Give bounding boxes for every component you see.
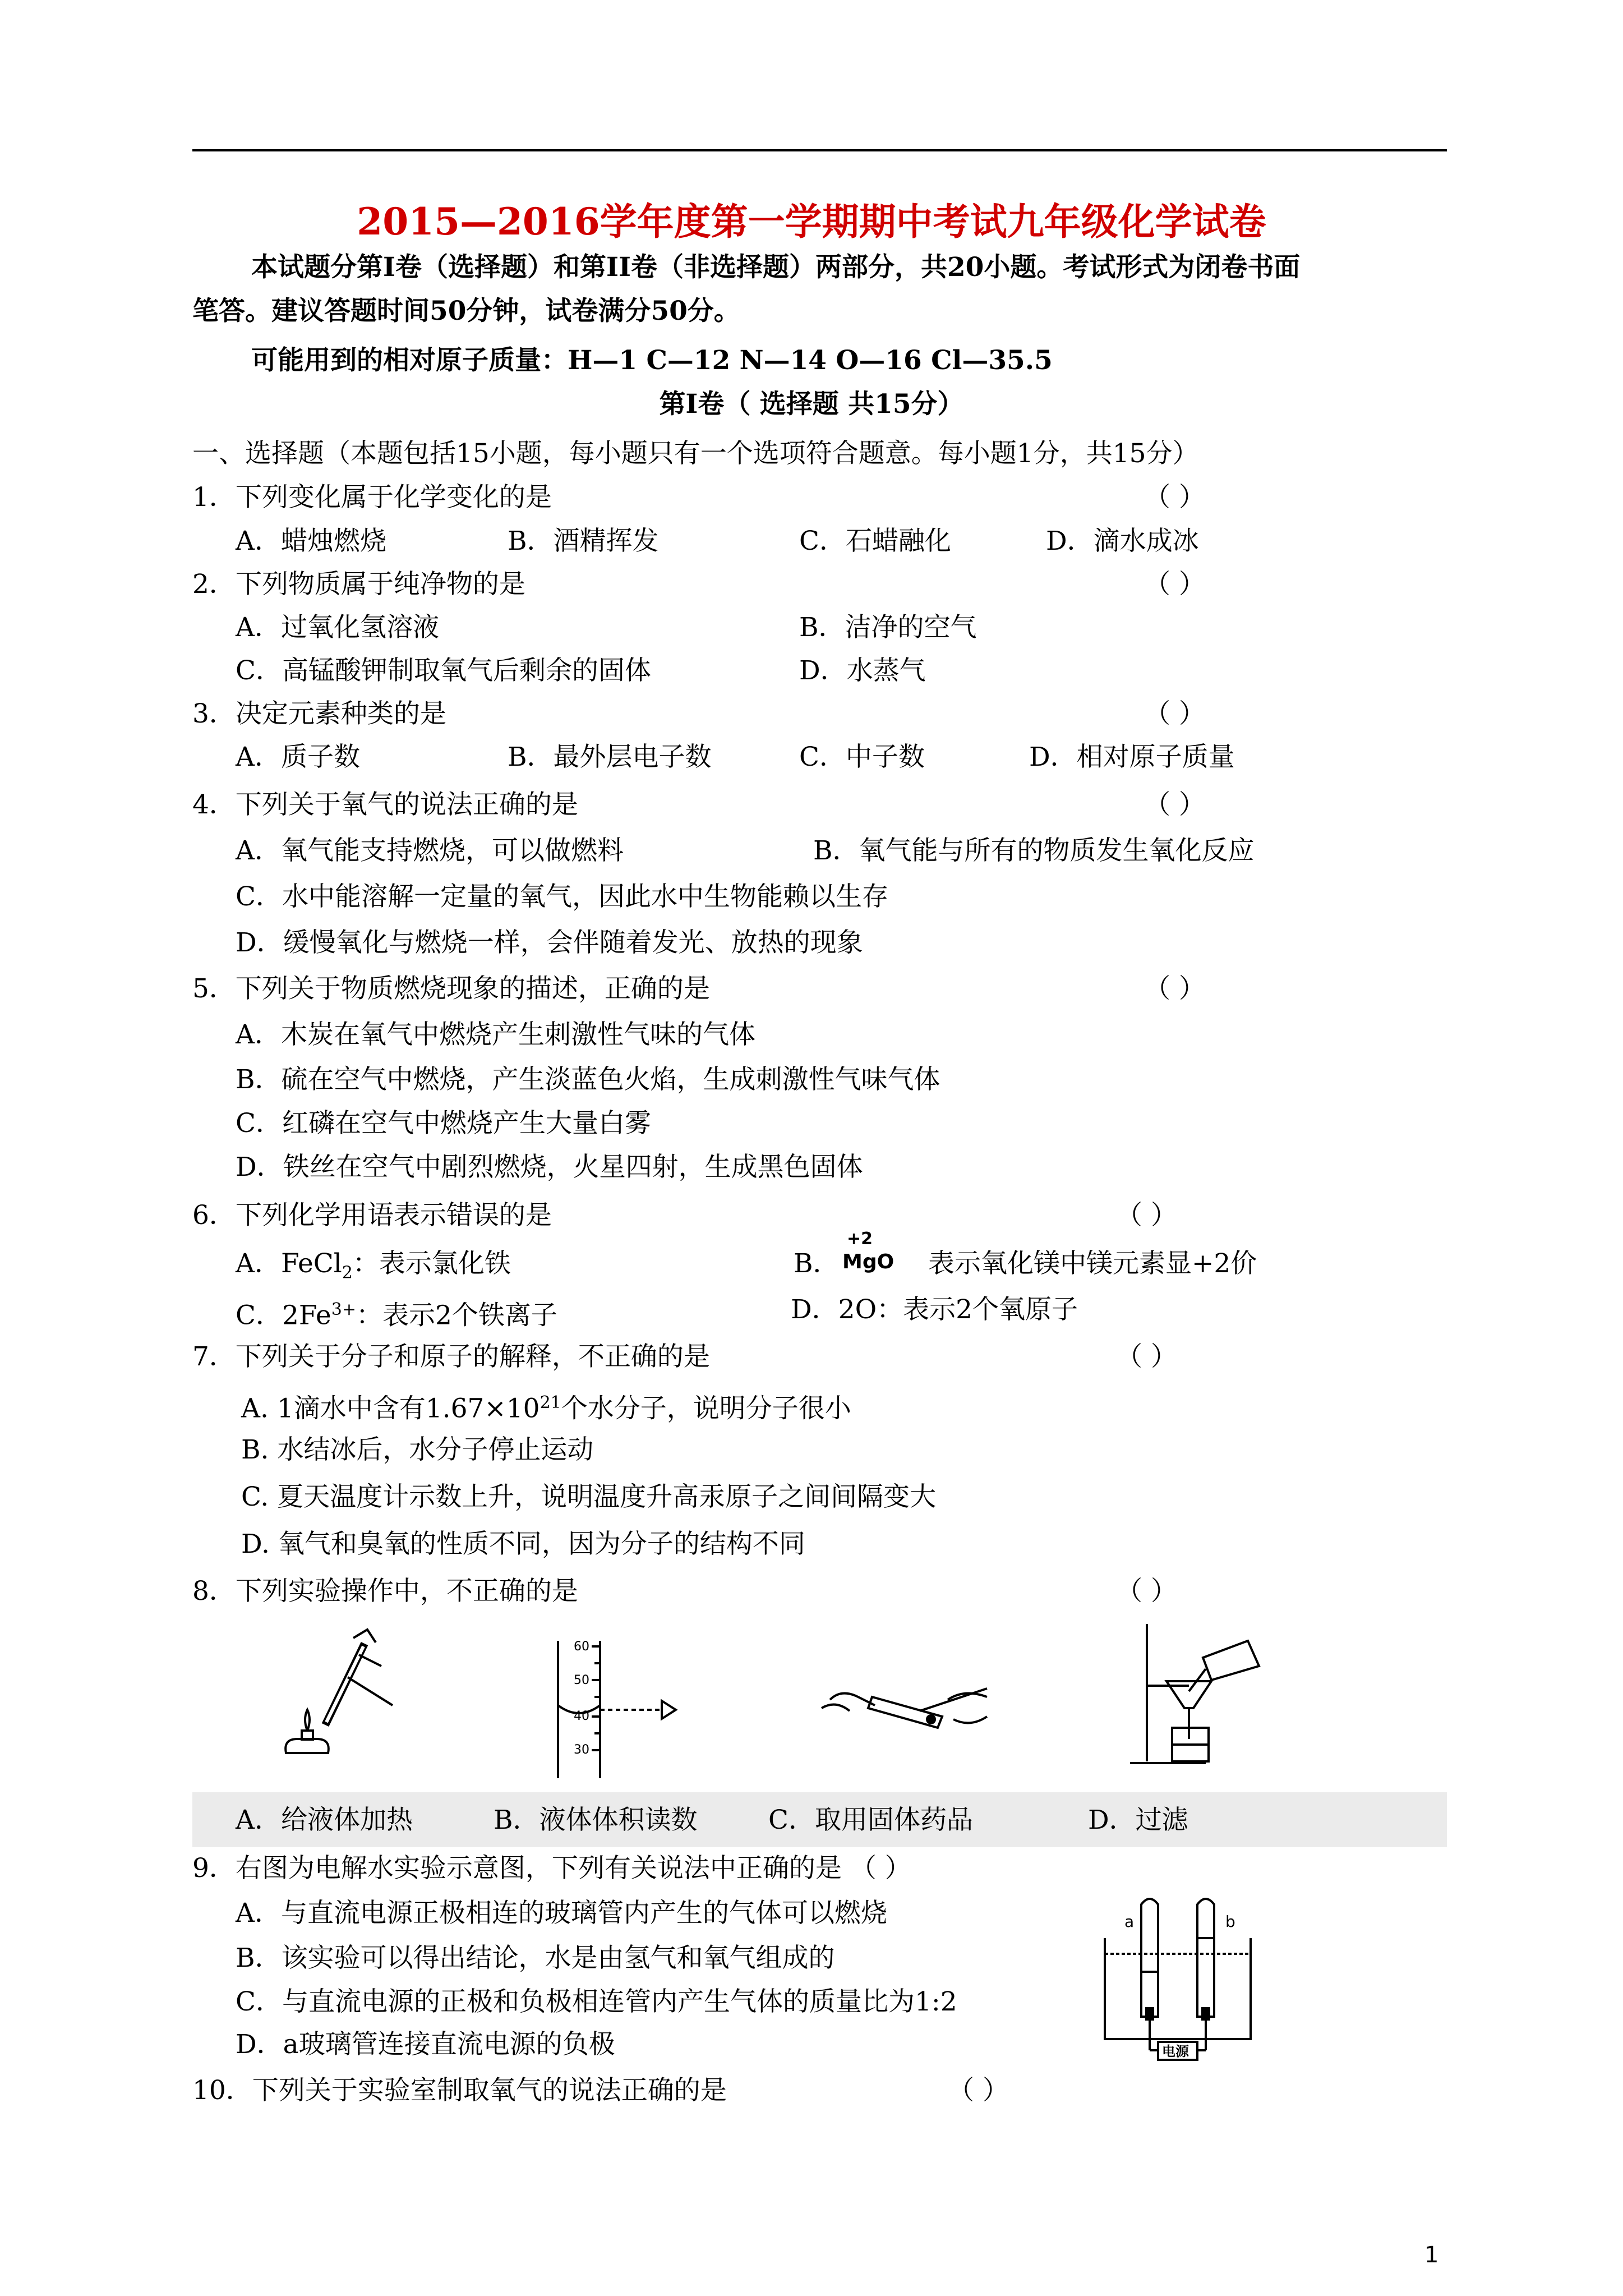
option-c: C．水中能溶解一定量的氧气，因此水中生物能赖以生存 bbox=[236, 881, 888, 912]
option-d: D．a玻璃管连接直流电源的负极 bbox=[236, 2029, 615, 2060]
option-b: B．硫在空气中燃烧，产生淡蓝色火焰，生成刺激性气味气体 bbox=[236, 1064, 940, 1095]
option-d: D．水蒸气 bbox=[799, 655, 926, 686]
filtration-figure bbox=[1127, 1618, 1273, 1770]
option-c: C. 夏天温度计示数上升，说明温度升高汞原子之间间隔变大 bbox=[241, 1481, 937, 1512]
answer-paren: （ ） bbox=[1116, 1576, 1177, 1607]
answer-paren: （ ） bbox=[1144, 698, 1205, 729]
option-b: B．该实验可以得出结论，水是由氢气和氧气组成的 bbox=[236, 1943, 835, 1973]
section-title: 第Ⅰ卷（ 选择题 共15分） bbox=[659, 389, 964, 420]
option-a: A．氧气能支持燃烧，可以做燃料 bbox=[236, 835, 624, 866]
option-a: A．蜡烛燃烧 bbox=[236, 526, 386, 556]
question-6-stem: 6．下列化学用语表示错误的是 bbox=[192, 1200, 552, 1231]
option-a: A．与直流电源正极相连的玻璃管内产生的气体可以燃烧 bbox=[236, 1898, 887, 1929]
answer-paren: （ ） bbox=[1144, 973, 1205, 1004]
answer-paren: （ ） bbox=[948, 2075, 1009, 2106]
question-5-stem: 5．下列关于物质燃烧现象的描述，正确的是 bbox=[192, 973, 710, 1004]
page-number: 1 bbox=[1424, 2242, 1439, 2268]
answer-paren: （ ） bbox=[1144, 482, 1205, 513]
option-b: B．洁净的空气 bbox=[799, 612, 977, 643]
option-c: C．石蜡融化 bbox=[799, 526, 951, 556]
header-rule bbox=[192, 149, 1447, 151]
tube-label-b: b bbox=[1225, 1912, 1235, 1931]
option-d: D．相对原子质量 bbox=[1029, 742, 1235, 772]
intro-line-1: 本试题分第Ⅰ卷（选择题）和第II卷（非选择题）两部分，共20小题。考试形式为闭卷书面 bbox=[251, 252, 1301, 283]
cylinder-tick-label: 50 bbox=[574, 1673, 589, 1687]
valence-mark: +2 bbox=[847, 1229, 873, 1249]
section-instructions: 一、选择题（本题包括15小题，每小题只有一个选项符合题意。每小题1分，共15分） bbox=[192, 438, 1199, 469]
option-a: A．过氧化氢溶液 bbox=[236, 612, 439, 643]
option-c: C．中子数 bbox=[799, 742, 925, 772]
cylinder-reading-figure bbox=[547, 1638, 704, 1784]
option-c: C．取用固体药品 bbox=[768, 1805, 973, 1835]
question-3-stem: 3．决定元素种类的是 bbox=[192, 698, 446, 729]
answer-paren: （ ） bbox=[1144, 789, 1205, 820]
option-d: D．2O：表示2个氧原子 bbox=[791, 1294, 1078, 1325]
cylinder-tick-label: 30 bbox=[574, 1743, 589, 1757]
answer-paren: （ ） bbox=[1116, 1341, 1177, 1372]
option-c: C．$2Fe^{3+}$：表示2个铁离子 bbox=[236, 1300, 557, 1331]
solid-reagent-figure bbox=[819, 1666, 998, 1739]
question-8-stem: 8．下列实验操作中，不正确的是 bbox=[192, 1576, 578, 1607]
answer-paren: （ ） bbox=[1144, 569, 1205, 600]
cylinder-tick-label: 60 bbox=[574, 1640, 589, 1654]
intro-line-2: 笔答。建议答题时间50分钟，试卷满分50分。 bbox=[192, 296, 740, 326]
electrolysis-figure bbox=[1099, 1888, 1262, 2062]
question-7-stem: 7．下列关于分子和原子的解释，不正确的是 bbox=[192, 1341, 710, 1372]
option-a: A．质子数 bbox=[236, 742, 360, 772]
question-1-stem: 1．下列变化属于化学变化的是 bbox=[192, 482, 552, 513]
option-b-text: 表示氧化镁中镁元素显+2价 bbox=[928, 1248, 1257, 1279]
tube-label-a: a bbox=[1124, 1912, 1135, 1931]
answer-paren: （ ） bbox=[1116, 1200, 1177, 1231]
option-b-label: B． bbox=[794, 1248, 840, 1279]
option-d: D．滴水成冰 bbox=[1046, 526, 1199, 556]
heating-liquid-figure bbox=[275, 1627, 404, 1761]
option-a: A．木炭在氧气中燃烧产生刺激性气味的气体 bbox=[236, 1019, 755, 1050]
option-c: C．与直流电源的正极和负极相连管内产生气体的质量比为1:2 bbox=[236, 1986, 957, 2017]
mgo-formula: MgO bbox=[842, 1250, 895, 1273]
option-d: D．缓慢氧化与燃烧一样，会伴随着发光、放热的现象 bbox=[236, 927, 863, 958]
option-a: A. 1滴水中含有$1.67\times 10^{21}$个水分子，说明分子很小 bbox=[241, 1393, 851, 1424]
option-b: B．液体体积读数 bbox=[494, 1805, 698, 1835]
option-c: C．红磷在空气中燃烧产生大量白雾 bbox=[236, 1108, 651, 1139]
option-c: C．高锰酸钾制取氧气后剩余的固体 bbox=[236, 655, 651, 686]
option-b: B．氧气能与所有的物质发生氧化反应 bbox=[813, 835, 1255, 866]
option-b: B．酒精挥发 bbox=[508, 526, 659, 556]
option-a: A．FeCl$_2$：表示氯化铁 bbox=[236, 1248, 511, 1283]
question-4-stem: 4．下列关于氧气的说法正确的是 bbox=[192, 789, 578, 820]
option-d: D．铁丝在空气中剧烈燃烧，火星四射，生成黑色固体 bbox=[236, 1152, 863, 1182]
question-2-stem: 2．下列物质属于纯净物的是 bbox=[192, 569, 525, 600]
question-9-stem: 9．右图为电解水实验示意图，下列有关说法中正确的是 （ ） bbox=[192, 1853, 911, 1884]
exam-title: 2015—2016学年度第一学期期中考试九年级化学试卷 bbox=[357, 200, 1266, 243]
atomic-masses: 可能用到的相对原子质量：H—1 C—12 N—14 O—16 Cl—35.5 bbox=[251, 345, 1053, 376]
option-d: D．过滤 bbox=[1088, 1805, 1188, 1835]
option-b: B. 水结冰后，水分子停止运动 bbox=[241, 1434, 594, 1465]
question-10-stem: 10．下列关于实验室制取氧气的说法正确的是 bbox=[192, 2075, 727, 2106]
option-d: D. 氧气和臭氧的性质不同，因为分子的结构不同 bbox=[241, 1529, 805, 1559]
option-b: B．最外层电子数 bbox=[508, 742, 712, 772]
option-a: A．给液体加热 bbox=[236, 1805, 413, 1835]
power-supply-label: 电源 bbox=[1162, 2044, 1189, 2059]
cylinder-tick-label: 40 bbox=[574, 1709, 589, 1723]
